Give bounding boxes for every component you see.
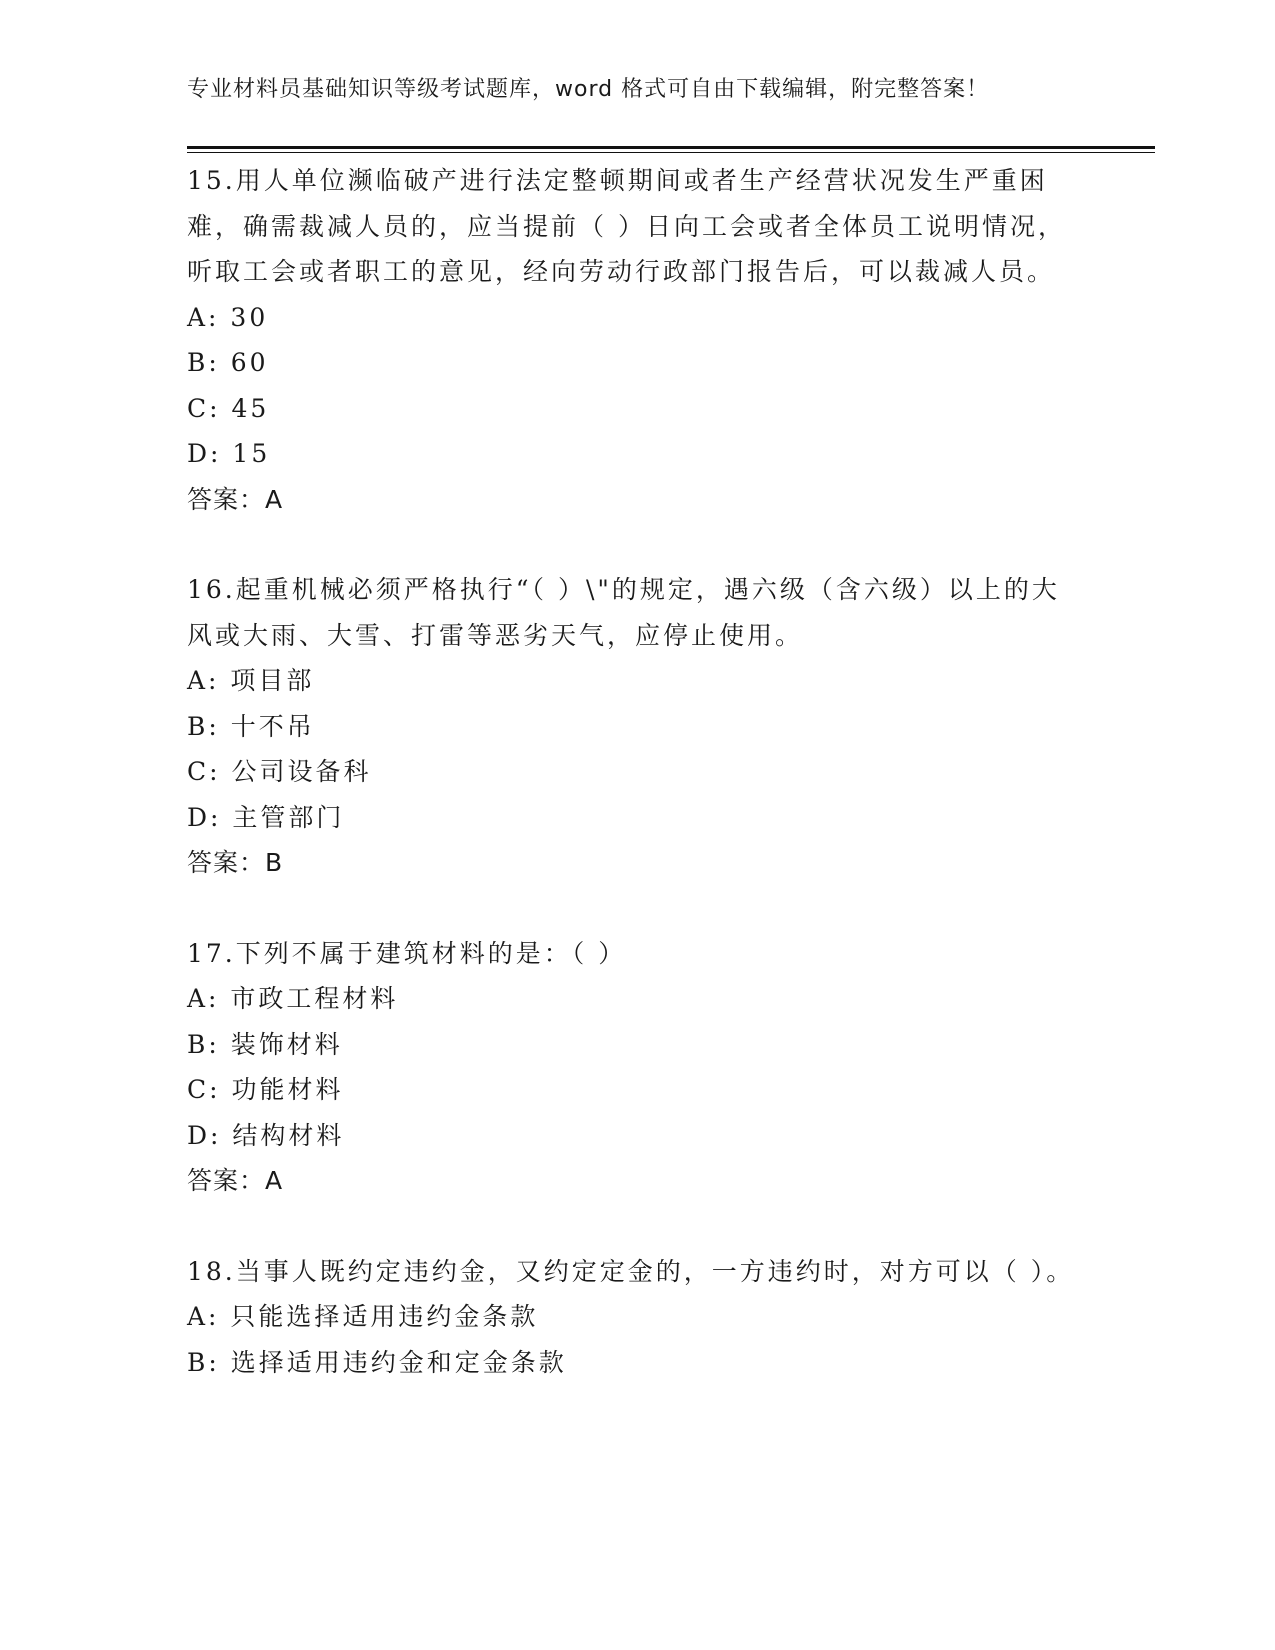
question-text: 17.下列不属于建筑材料的是：（ ）	[187, 938, 627, 968]
question-16	[187, 567, 1087, 886]
header-rule-thin	[187, 152, 1155, 153]
spacer	[187, 522, 1087, 567]
option-a: A: 只能选择适用违约金条款	[187, 1302, 539, 1331]
header-rule-thick	[187, 146, 1155, 149]
question-15	[187, 158, 1087, 522]
answer: 答案：B	[187, 848, 284, 877]
answer: 答案：A	[187, 1166, 284, 1195]
option-b: B: 选择适用违约金和定金条款	[187, 1347, 567, 1377]
option-d: D: 结构材料	[187, 1120, 345, 1150]
option-a: A: 30	[187, 302, 269, 332]
question-18	[187, 1249, 1087, 1386]
option-b: B: 十不吊	[187, 711, 315, 741]
option-a: A: 项目部	[187, 666, 315, 695]
spacer	[187, 886, 1087, 931]
question-text: 15.用人单位濒临破产进行法定整顿期间或者生产经营状况发生严重困难，确需裁减人员的，应当提前（ ）日向工会或者全体员工说明情况，听取工会或者职工的意见，经向劳动行政部门报告后，可以裁减人员。	[187, 166, 1066, 286]
question-text: 16.起重机械必须严格执行“（ ）\"的规定，遇六级（含六级）以上的大风或大雨、大雪、打雷等恶劣天气，应停止使用。	[187, 575, 1060, 650]
page-header: 专业材料员基础知识等级考试题库，word 格式可自由下载编辑，附完整答案！	[187, 77, 990, 102]
question-list	[187, 158, 1087, 1385]
answer: 答案：A	[187, 484, 284, 514]
option-c: C: 45	[187, 393, 270, 423]
option-b: B: 装饰材料	[187, 1029, 343, 1059]
option-b: B: 60	[187, 348, 269, 377]
option-c: C: 公司设备科	[187, 757, 372, 786]
option-a: A: 市政工程材料	[187, 984, 399, 1013]
question-17	[187, 931, 1087, 1204]
spacer	[187, 1204, 1087, 1249]
option-d: D: 15	[187, 439, 271, 468]
question-text: 18.当事人既约定违约金，又约定定金的，一方违约时，对方可以（ ）。	[187, 1256, 1075, 1286]
option-d: D: 主管部门	[187, 802, 345, 832]
option-c: C: 功能材料	[187, 1075, 344, 1104]
